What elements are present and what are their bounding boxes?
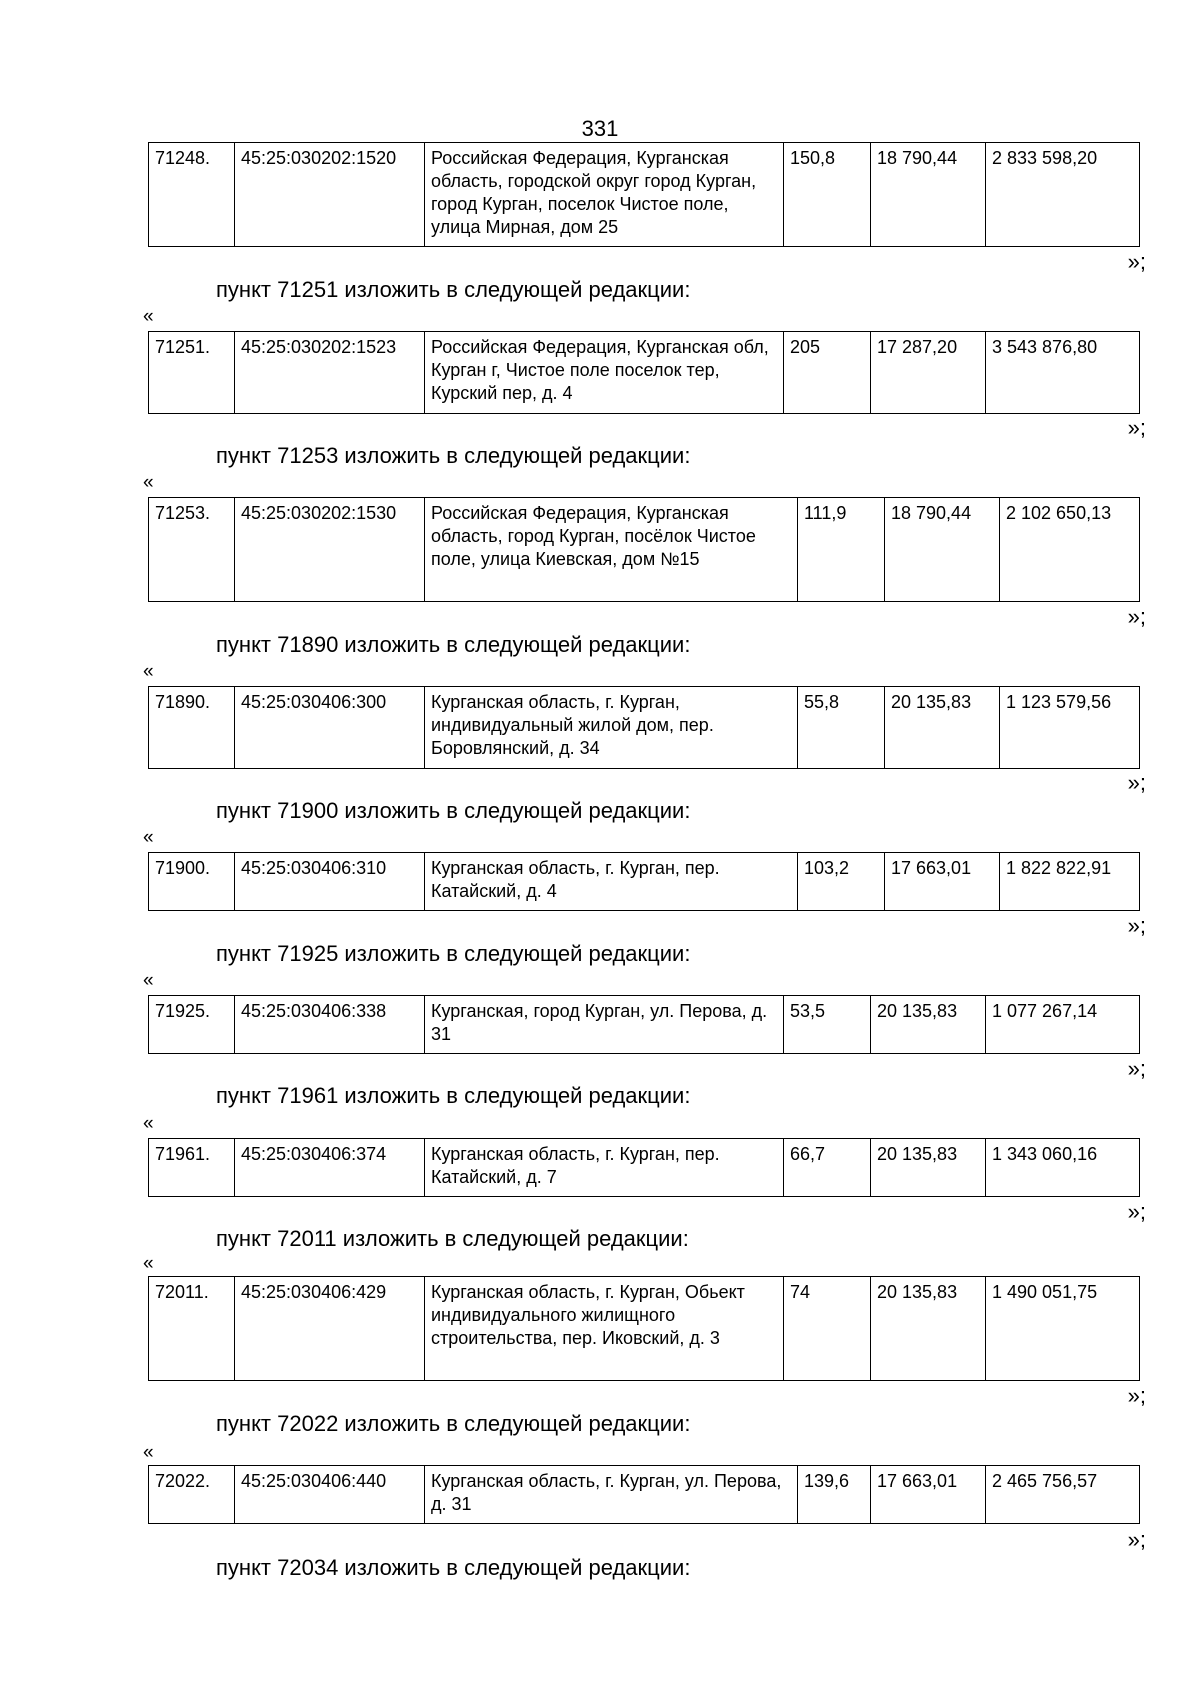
- cell-cadastral: 45:25:030406:374: [235, 1139, 425, 1197]
- record-table-71961: [148, 1138, 1140, 1197]
- instruction-line: пункт 71251 изложить в следующей редакции:: [216, 277, 691, 302]
- open-quote: «: [143, 827, 154, 848]
- open-quote: «: [143, 1113, 154, 1134]
- cell-value: 2 102 650,13: [1000, 498, 1140, 602]
- instruction-line: пункт 71900 изложить в следующей редакции:: [216, 798, 691, 823]
- record-table-71925: [148, 995, 1140, 1054]
- cell-rate: 20 135,83: [871, 1139, 986, 1197]
- cell-number: 71253.: [149, 498, 235, 602]
- record-table-71890: [148, 686, 1140, 769]
- page-number: 331: [581, 116, 619, 141]
- table-row: [149, 498, 1140, 602]
- cell-area: 139,6: [798, 1466, 871, 1524]
- cell-value: 1 077 267,14: [986, 996, 1140, 1054]
- cell-address: Российская Федерация, Курганская обл, Курган г, Чистое поле поселок тер, Курский пер, д. 4: [425, 332, 784, 414]
- table-row: [149, 1277, 1140, 1381]
- record-table-72022: [148, 1465, 1140, 1524]
- cell-value: 2 833 598,20: [986, 143, 1140, 247]
- cell-value: 1 822 822,91: [1000, 853, 1140, 911]
- open-quote: «: [143, 970, 154, 991]
- cell-area: 150,8: [784, 143, 871, 247]
- cell-area: 55,8: [798, 687, 885, 769]
- cell-rate: 20 135,83: [885, 687, 1000, 769]
- close-quote: »;: [1127, 1383, 1146, 1408]
- cell-address: Российская Федерация, Курганская область, городской округ город Курган, город Курган, поселок Чистое поле, улица Мирная, дом 25: [425, 143, 784, 247]
- cell-address: Курганская область, г. Курган, пер. Катайский, д. 7: [425, 1139, 784, 1197]
- cell-value: 3 543 876,80: [986, 332, 1140, 414]
- cell-number: 72011.: [149, 1277, 235, 1381]
- cell-cadastral: 45:25:030202:1530: [235, 498, 425, 602]
- cell-area: 111,9: [798, 498, 885, 602]
- close-quote: »;: [1127, 770, 1146, 795]
- cell-rate: 20 135,83: [871, 1277, 986, 1381]
- record-table-71251: [148, 331, 1140, 414]
- cell-address: Курганская область, г. Курган, индивидуальный жилой дом, пер. Боровлянский, д. 34: [425, 687, 798, 769]
- cell-address: Курганская область, г. Курган, ул. Перова, д. 31: [425, 1466, 798, 1524]
- cell-rate: 20 135,83: [871, 996, 986, 1054]
- close-quote: »;: [1127, 913, 1146, 938]
- close-quote: »;: [1127, 1199, 1146, 1224]
- cell-address: Курганская область, г. Курган, Обьект индивидуального жилищного строительства, пер. Иковский, д. 3: [425, 1277, 784, 1381]
- cell-value: 1 343 060,16: [986, 1139, 1140, 1197]
- cell-rate: 17 663,01: [871, 1466, 986, 1524]
- cell-cadastral: 45:25:030202:1520: [235, 143, 425, 247]
- open-quote: «: [143, 306, 154, 327]
- cell-number: 71900.: [149, 853, 235, 911]
- cell-number: 72022.: [149, 1466, 235, 1524]
- cell-value: 1 123 579,56: [1000, 687, 1140, 769]
- open-quote: «: [143, 1442, 154, 1463]
- cell-cadastral: 45:25:030406:440: [235, 1466, 425, 1524]
- instruction-line: пункт 72034 изложить в следующей редакции:: [216, 1555, 691, 1580]
- table-row: [149, 1466, 1140, 1524]
- cell-rate: 18 790,44: [885, 498, 1000, 602]
- cell-area: 205: [784, 332, 871, 414]
- instruction-line: пункт 71961 изложить в следующей редакции:: [216, 1083, 691, 1108]
- cell-number: 71248.: [149, 143, 235, 247]
- cell-area: 53,5: [784, 996, 871, 1054]
- close-quote: »;: [1127, 1527, 1146, 1552]
- close-quote: »;: [1127, 604, 1146, 629]
- cell-area: 103,2: [798, 853, 885, 911]
- table-row: [149, 1139, 1140, 1197]
- instruction-line: пункт 71253 изложить в следующей редакции:: [216, 443, 691, 468]
- instruction-line: пункт 71890 изложить в следующей редакции:: [216, 632, 691, 657]
- close-quote: »;: [1127, 249, 1146, 274]
- cell-rate: 17 287,20: [871, 332, 986, 414]
- cell-number: 71925.: [149, 996, 235, 1054]
- instruction-line: пункт 72022 изложить в следующей редакции:: [216, 1411, 691, 1436]
- record-table-71248: [148, 142, 1140, 247]
- table-row: [149, 332, 1140, 414]
- cell-cadastral: 45:25:030202:1523: [235, 332, 425, 414]
- close-quote: »;: [1127, 1056, 1146, 1081]
- record-table-71900: [148, 852, 1140, 911]
- cell-address: Курганская область, г. Курган, пер. Катайский, д. 4: [425, 853, 798, 911]
- cell-value: 1 490 051,75: [986, 1277, 1140, 1381]
- instruction-line: пункт 72011 изложить в следующей редакции:: [216, 1226, 689, 1251]
- open-quote: «: [143, 661, 154, 682]
- table-row: [149, 853, 1140, 911]
- cell-address: Российская Федерация, Курганская область, город Курган, посёлок Чистое поле, улица Киевская, дом №15: [425, 498, 798, 602]
- cell-cadastral: 45:25:030406:338: [235, 996, 425, 1054]
- cell-cadastral: 45:25:030406:429: [235, 1277, 425, 1381]
- close-quote: »;: [1127, 415, 1146, 440]
- cell-rate: 18 790,44: [871, 143, 986, 247]
- table-row: [149, 996, 1140, 1054]
- cell-number: 71251.: [149, 332, 235, 414]
- cell-value: 2 465 756,57: [986, 1466, 1140, 1524]
- cell-cadastral: 45:25:030406:310: [235, 853, 425, 911]
- cell-address: Курганская, город Курган, ул. Перова, д. 31: [425, 996, 784, 1054]
- cell-area: 74: [784, 1277, 871, 1381]
- open-quote: «: [143, 472, 154, 493]
- cell-number: 71890.: [149, 687, 235, 769]
- cell-number: 71961.: [149, 1139, 235, 1197]
- open-quote: «: [143, 1253, 154, 1274]
- table-row: [149, 687, 1140, 769]
- table-row: [149, 143, 1140, 247]
- cell-rate: 17 663,01: [885, 853, 1000, 911]
- cell-cadastral: 45:25:030406:300: [235, 687, 425, 769]
- record-table-72011: [148, 1276, 1140, 1381]
- cell-area: 66,7: [784, 1139, 871, 1197]
- record-table-71253: [148, 497, 1140, 602]
- instruction-line: пункт 71925 изложить в следующей редакции:: [216, 941, 691, 966]
